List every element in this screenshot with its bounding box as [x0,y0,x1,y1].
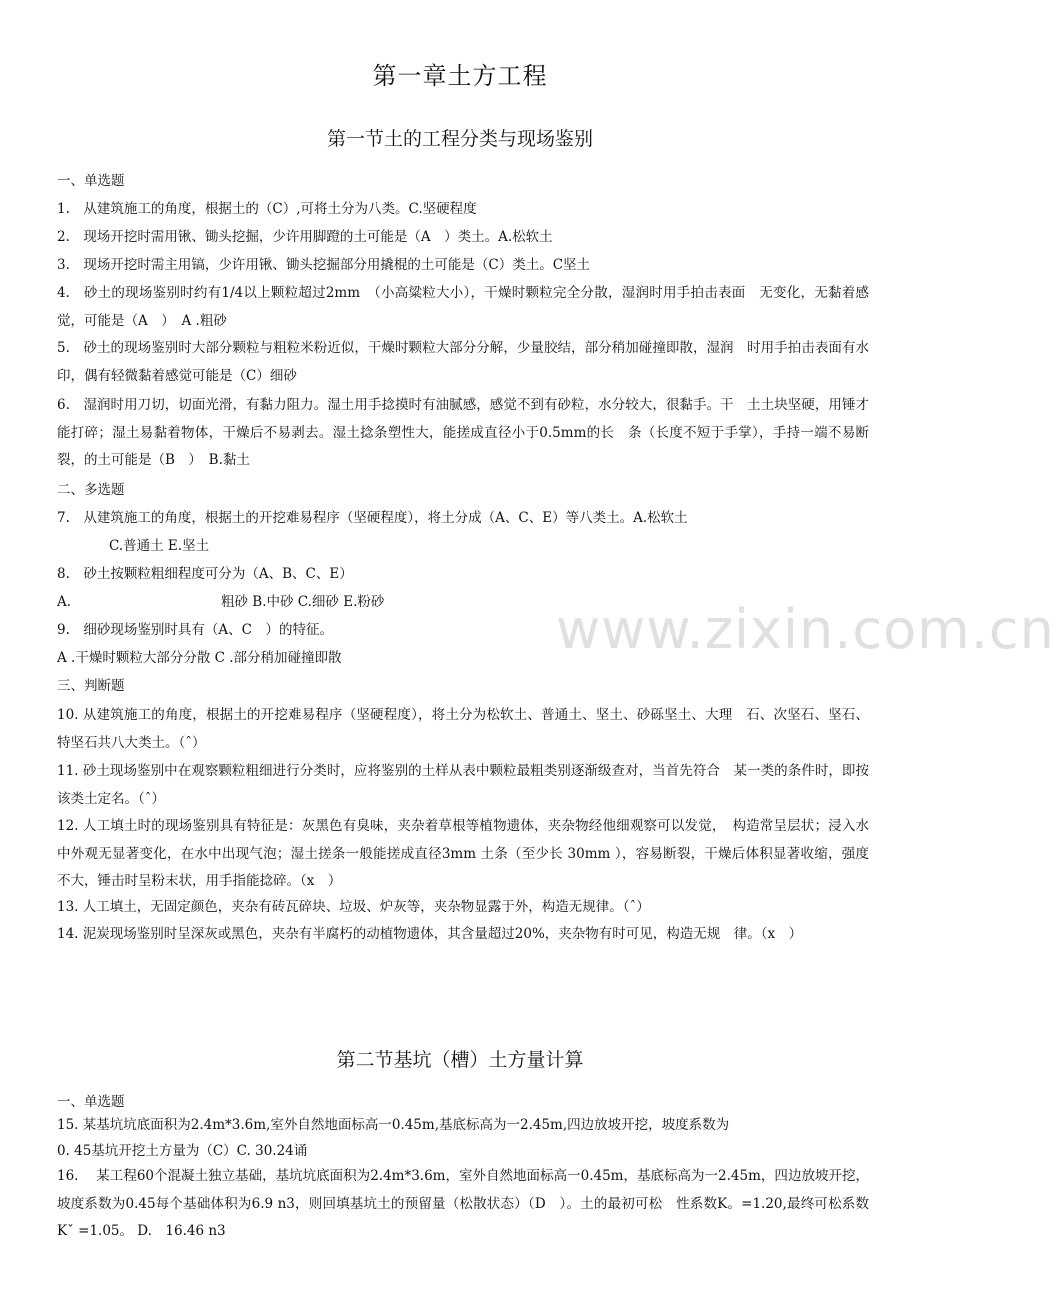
question-7-options: C.普通土 E.坚土 [109,538,210,554]
question-2: 2. 现场开挖时需用锹、锄头挖掘，少许用脚蹬的土可能是（A ）类土。A.松软土 [57,229,553,245]
question-3: 3. 现场开挖时需主用镐，少许用锹、锄头挖掘部分用撬棍的土可能是（C）类土。C坚土 [57,257,591,273]
question-13: 13. 人工填土，无固定颜色，夹杂有砖瓦碎块、垃圾、炉灰等，夹杂物显露于外，构造无规律。（ˆ） [57,899,650,915]
question-16: 16. 某工程60个混凝土独立基础，基坑坑底面积为2.4m*3.6m，室外自然地面标高一0.45m，基底标高为一2.45m，四边放坡开挖，坡度系数为0.45每个基础体积为6.9 n3，则回填基坑土的预留量（松散状态）（D ）。土的最初可松 性系数K。=1.20,最终可松系数Kˇ =1.05。 D. 16.46 n3 [57,1168,869,1239]
question-8-option-a: A. [57,594,72,610]
question-9: 9. 细砂现场鉴别时具有（A、C ）的特征。 [57,622,333,638]
heading-single-choice: 一、单选题 [57,173,125,189]
heading-true-false: 三、判断题 [57,678,125,694]
section1-title: 第一节土的工程分类与现场鉴别 [326,128,593,150]
question-15-answer: 0. 45基坑开挖土方量为（C）C. 30.24诵 [57,1143,308,1159]
question-5: 5. 砂土的现场鉴别时大部分颗粒与粗粒米粉近似，干燥时颗粒大部分分解，少量胶结，部分稍加碰撞即散，湿润 时用手拍击表面有水印，偶有轻微黏着感觉可能是（C）细砂 [57,340,869,384]
question-14: 14. 泥炭现场鉴别时呈深灰或黑色，夹杂有半腐朽的动植物遗体，其含量超过20%，夹杂物有时可见，构造无规 律。（x ） [57,926,803,942]
watermark: www.zixin.com.cn [556,598,1055,661]
question-9-answer: A .干燥时颗粒大部分分散 C .部分稍加碰撞即散 [57,650,342,666]
chapter-title: 第一章土方工程 [372,62,548,90]
question-7: 7. 从建筑施工的角度，根据土的开挖难易程序（坚硬程度），将土分成（A、C、E）等八类土。A.松软土 [57,510,688,526]
question-4: 4. 砂土的现场鉴别时约有1/4以上颗粒超过2mm （小高粱粒大小），干燥时颗粒完全分散，湿润时用手拍击表面 无变化，无黏着感觉，可能是（A ） A .粗砂 [57,285,869,329]
section2-title: 第二节基坑（槽）土方量计算 [336,1049,584,1071]
question-15: 15. 某基坑坑底面积为2.4m*3.6m,室外自然地面标高一0.45m,基底标高为一2.45m,四边放坡开挖，坡度系数为 [57,1117,730,1133]
question-8: 8. 砂土按颗粒粗细程度可分为（A、B、C、E） [57,566,353,582]
question-12: 12. 人工填土时的现场鉴别具有特征是：灰黑色有臭味，夹杂着草根等植物遗体，夹杂物经他细观察可以发觉， 构造常呈层状；浸入水中外观无显著变化，在水中出现气泡；湿土搓条一般能搓成直径3mm 土条（至少长 30mm ），容易断裂，干燥后体积显著收缩，强度不大，锤击时呈粉末状，用手指能捻碎。（x ） [57,818,869,889]
question-6: 6. 湿润时用刀切，切面光滑，有黏力阻力。湿土用手捻摸时有油腻感，感觉不到有砂粒，水分较大，很黏手。干 土土块坚硬，用锤才能打碎；湿土易黏着物体，干燥后不易剥去。湿土捻条塑性大，能搓成直径小于0.5mm的长 条（长度不短于手掌），手持一端不易断裂，的土可能是（B ） B.黏土 [57,397,869,468]
heading-multiple-choice: 二、多选题 [57,482,125,498]
question-8-options: 粗砂 B.中砂 C.细砂 E.粉砂 [221,594,385,610]
question-11: 11. 砂土现场鉴别中在观察颗粒粗细进行分类时，应将鉴别的土样从表中颗粒最粗类别逐渐级查对，当首先符合 某一类的条件时，即按该类土定名。（ˆ） [57,763,869,807]
question-10: 10. 从建筑施工的角度，根据土的开挖难易程序（坚硬程度），将土分为松软土、普通土、坚土、砂砾坚土、大理 石、次坚石、坚石、特坚石共八大类土。（ˆ） [57,707,869,751]
section2-heading-single-choice: 一、单选题 [57,1094,125,1110]
question-1: 1. 从建筑施工的角度，根据土的（C）,可将土分为八类。C.坚硬程度 [57,201,477,217]
